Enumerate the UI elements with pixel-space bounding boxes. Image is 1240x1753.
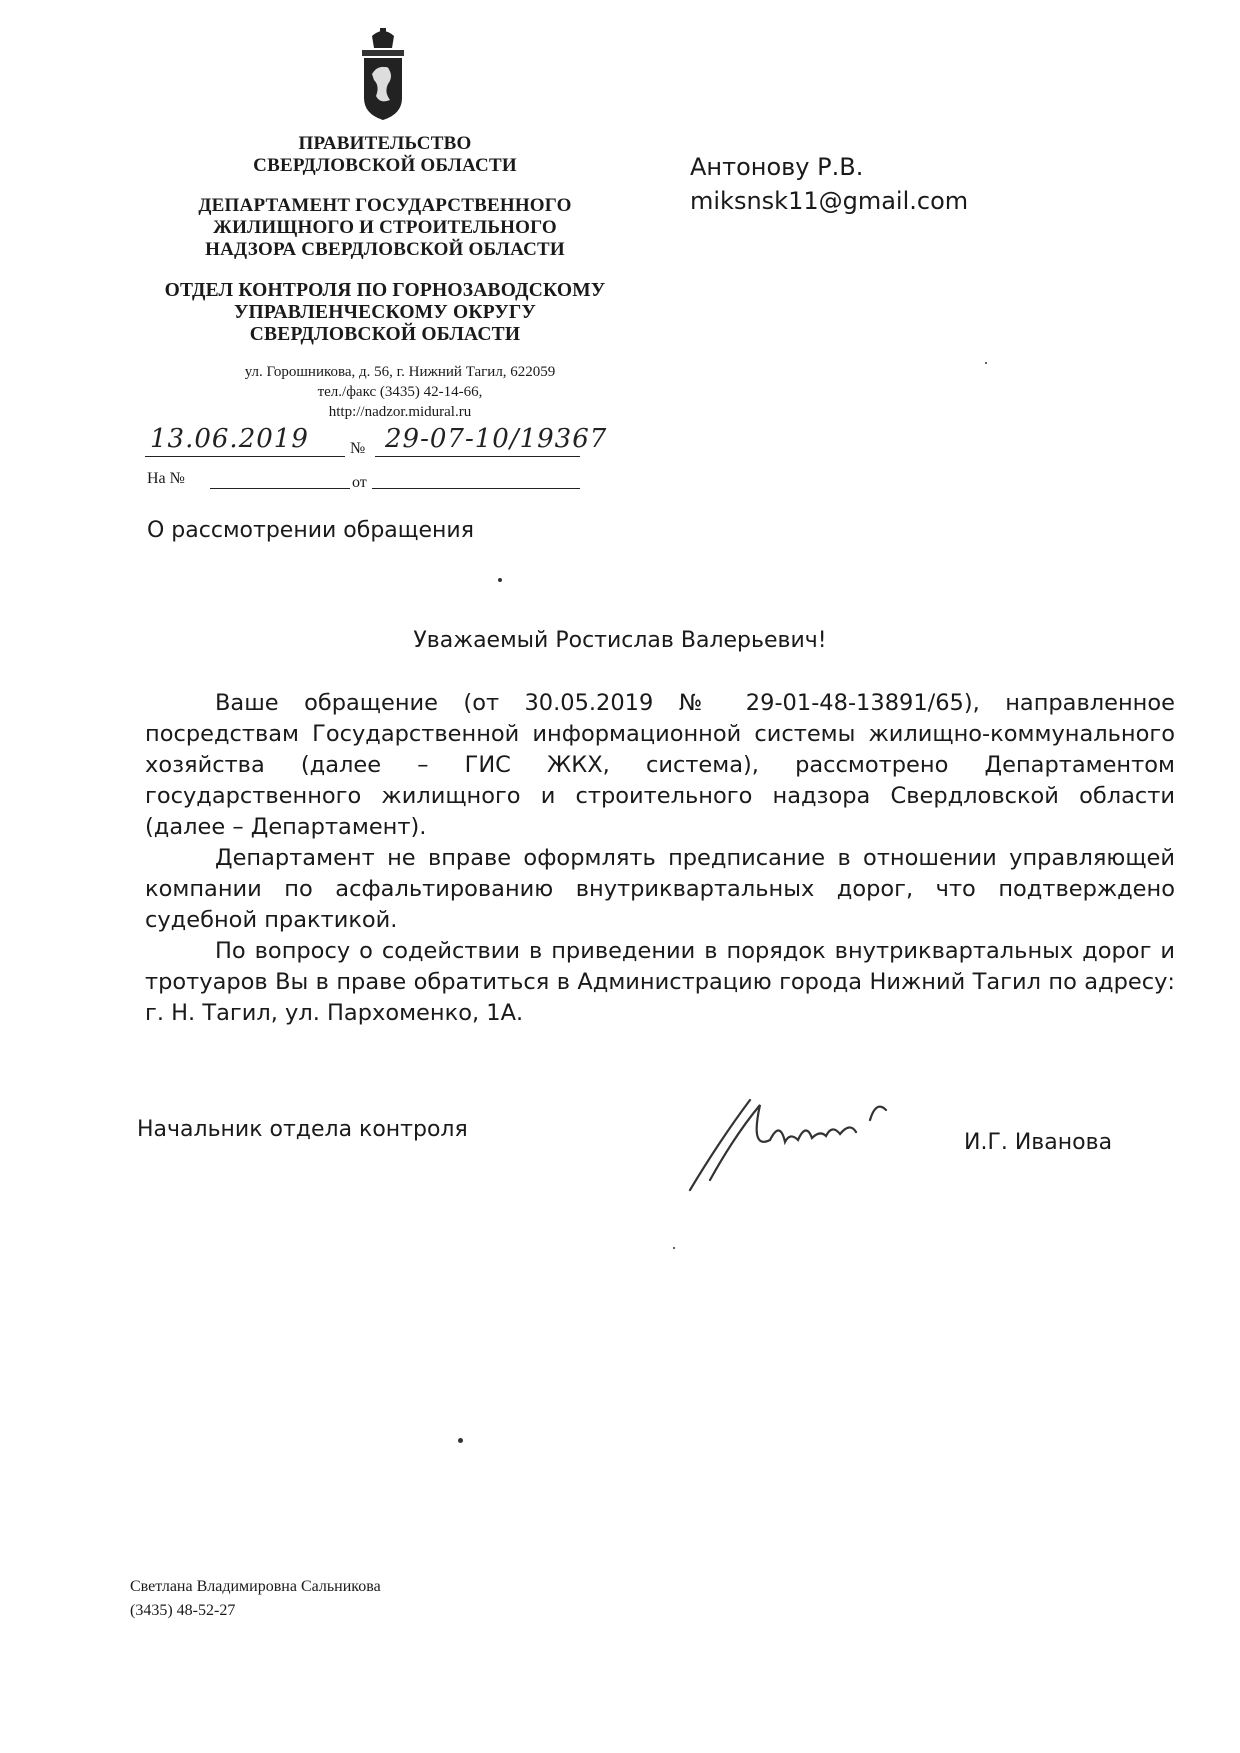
department-header	[140, 195, 630, 261]
department-line-2: ЖИЛИЩНОГО И СТРОИТЕЛЬНОГО	[213, 217, 557, 238]
division-line-1: ОТДЕЛ КОНТРОЛЯ ПО ГОРНОЗАВОДСКОМУ	[164, 280, 606, 301]
handwritten-signature	[680, 1080, 940, 1200]
address-block	[140, 362, 660, 422]
recipient-block	[690, 150, 968, 218]
division-header	[140, 280, 630, 346]
department-line-3: НАДЗОРА СВЕРДЛОВСКОЙ ОБЛАСТИ	[205, 239, 565, 260]
division-line-3: СВЕРДЛОВСКОЙ ОБЛАСТИ	[249, 324, 521, 345]
address-phone: тел./факс (3435) 42-14-66,	[317, 384, 483, 400]
reply-label: На №	[147, 470, 185, 487]
letter-greeting: Уважаемый Ростислав Валерьевич!	[413, 628, 827, 653]
body-paragraph-1: Ваше обращение (от 30.05.2019 № 29-01-48-13891/65), направленное посредствам Государственной информационной системы жилищно-коммунального хозяйства (далее – ГИС ЖКХ, система), рассмотрено Департаментом государственного жилищного и строительного надзора Свердловской области (далее – Департамент).	[145, 690, 1175, 840]
address-website: http://nadzor.midural.ru	[328, 404, 472, 420]
signatory-name: И.Г. Иванова	[964, 1130, 1113, 1155]
coat-of-arms-icon	[358, 28, 408, 122]
government-header	[140, 133, 630, 177]
letter-body	[145, 688, 1175, 1029]
executor-block	[130, 1575, 381, 1623]
from-underline	[372, 488, 580, 489]
scan-speck	[458, 1438, 463, 1443]
number-label: №	[350, 440, 366, 457]
registration-number: 29-07-10/19367	[385, 424, 608, 454]
recipient-email: miksnsk11@gmail.com	[690, 187, 969, 215]
government-line-1: ПРАВИТЕЛЬСТВО	[298, 133, 472, 154]
executor-name: Светлана Владимировна Сальникова	[130, 1578, 381, 1595]
scan-speck	[498, 578, 502, 582]
division-line-2: УПРАВЛЕНЧЕСКОМУ ОКРУГУ	[234, 302, 536, 323]
recipient-name: Антонову Р.В.	[690, 153, 864, 181]
letter-subject: О рассмотрении обращения	[147, 518, 474, 543]
executor-phone: (3435) 48-52-27	[130, 1602, 236, 1619]
address-street: ул. Горошникова, д. 56, г. Нижний Тагил, 622059	[244, 364, 556, 380]
government-line-2: СВЕРДЛОВСКОЙ ОБЛАСТИ	[253, 155, 517, 176]
scan-speck	[673, 1247, 675, 1249]
reply-underline	[210, 488, 350, 489]
from-label: от	[352, 474, 367, 491]
scan-speck	[985, 362, 987, 364]
body-paragraph-3: По вопросу о содействии в приведении в порядок внутриквартальных дорог и тротуаров Вы в праве обратиться в Администрацию города Нижний Тагил по адресу: г. Н. Тагил, ул. Пархоменко, 1А.	[145, 938, 1175, 1026]
number-underline	[375, 456, 580, 457]
body-paragraph-2: Департамент не вправе оформлять предписание в отношении управляющей компании по асфальтированию внутриквартальных дорог, что подтверждено судебной практикой.	[145, 845, 1175, 933]
department-line-1: ДЕПАРТАМЕНТ ГОСУДАРСТВЕННОГО	[198, 195, 572, 216]
registration-date: 13.06.2019	[150, 424, 309, 454]
date-underline	[145, 456, 345, 457]
signatory-role: Начальник отдела контроля	[137, 1117, 468, 1142]
